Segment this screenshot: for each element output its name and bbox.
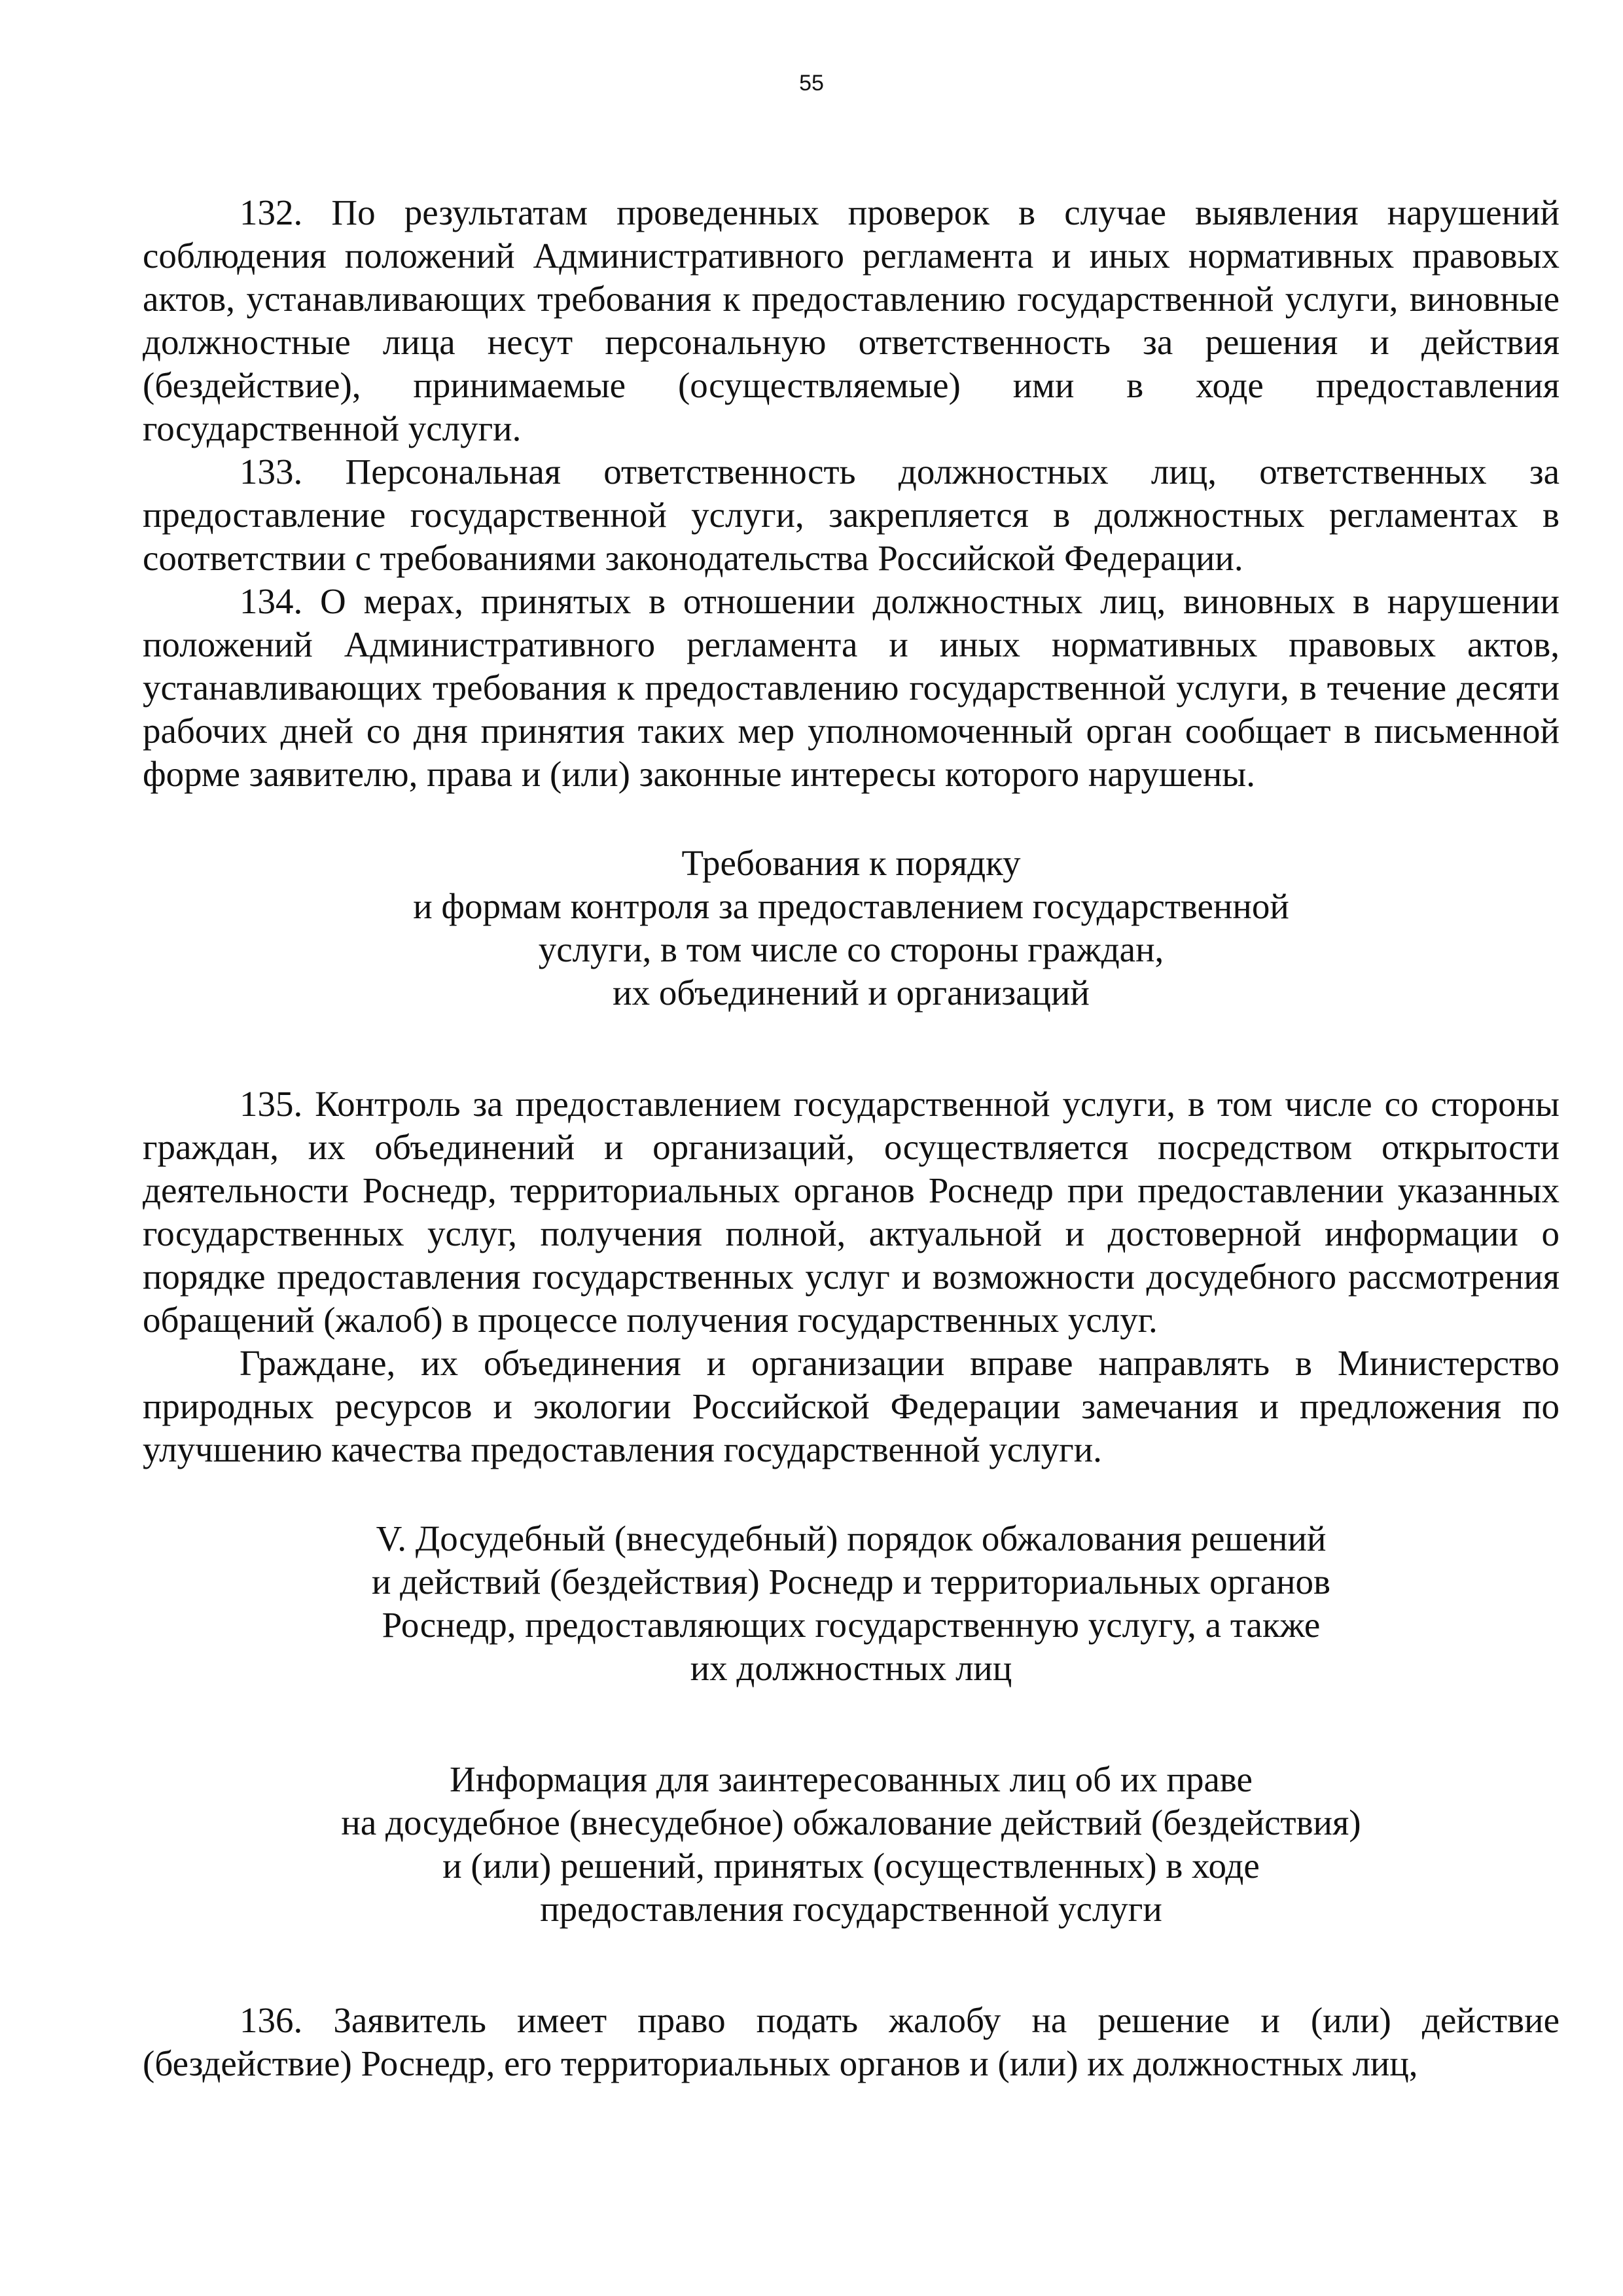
heading-line: услуги, в том числе со стороны граждан, [538, 929, 1164, 969]
paragraph-134: 134. О мерах, принятых в отношении должностных лиц, виновных в нарушении положений Административного регламента и иных нормативных правовых актов, устанавливающих требования к предоставлению государственной услуги, в течение десяти рабочих дней со дня принятия таких мер уполномоченный орган сообщает в письменной форме заявителю, права и (или) законные интересы которого нарушены. [143, 581, 1560, 794]
heading-line: Роснедр, предоставляющих государственную услугу, а также [382, 1605, 1321, 1645]
heading-information-appeal [143, 1758, 1560, 1931]
heading-line: и (или) решений, принятых (осуществленных) в ходе [442, 1846, 1260, 1886]
heading-line: Информация для заинтересованных лиц об их праве [450, 1759, 1253, 1799]
paragraph-133: 133. Персональная ответственность должностных лиц, ответственных за предоставление государственной услуги, закрепляется в должностных регламентах в соответствии с требованиями законодательства Российской Федерации. [143, 452, 1560, 578]
heading-line: их должностных лиц [690, 1648, 1012, 1688]
heading-line: предоставления государственной услуги [540, 1889, 1162, 1929]
heading-line: и действий (бездействия) Роснедр и территориальных органов [371, 1562, 1331, 1602]
section-136-block [143, 1999, 1560, 2085]
heading-section-v [143, 1517, 1560, 1690]
paragraph-136: 136. Заявитель имеет право подать жалобу на решение и (или) действие (бездействие) Роснедр, его территориальных органов и (или) их должностных лиц, [143, 2000, 1560, 2083]
heading-line: V. Досудебный (внесудебный) порядок обжалования решений [376, 1518, 1327, 1558]
paragraph-135: 135. Контроль за предоставлением государственной услуги, в том числе со стороны граждан, их объединений и организаций, осуществляется посредством открытости деятельности Роснедр, территориальных органов Роснедр при предоставлении указанных государственных услуг, получения полной, актуальной и достоверной информации о порядке предоставления государственных услуг и возможности досудебного рассмотрения обращений (жалоб) в процессе получения государственных услуг. [143, 1084, 1560, 1340]
heading-line: их объединений и организаций [613, 973, 1090, 1013]
heading-control-requirements [143, 842, 1560, 1014]
paragraph-132: 132. По результатам проведенных проверок в случае выявления нарушений соблюдения положений Административного регламента и иных нормативных правовых актов, устанавливающих требования к предоставлению государственной услуги, виновные должностные лица несут персональную ответственность за решения и действия (бездействие), принимаемые (осуществляемые) ими в ходе предоставления государственной услуги. [143, 192, 1560, 448]
document-body [143, 191, 1560, 2085]
heading-line: Требования к порядку [681, 843, 1021, 883]
heading-line: и формам контроля за предоставлением государственной [413, 886, 1289, 926]
heading-line: на досудебное (внесудебное) обжалование действий (бездействия) [341, 1803, 1361, 1842]
section-135-block [143, 1083, 1560, 1471]
page-number: 55 [799, 71, 824, 96]
paragraph-citizens: Граждане, их объединения и организации вправе направлять в Министерство природных ресурсов и экологии Российской Федерации замечания и предложения по улучшению качества предоставления государственной услуги. [143, 1343, 1560, 1469]
